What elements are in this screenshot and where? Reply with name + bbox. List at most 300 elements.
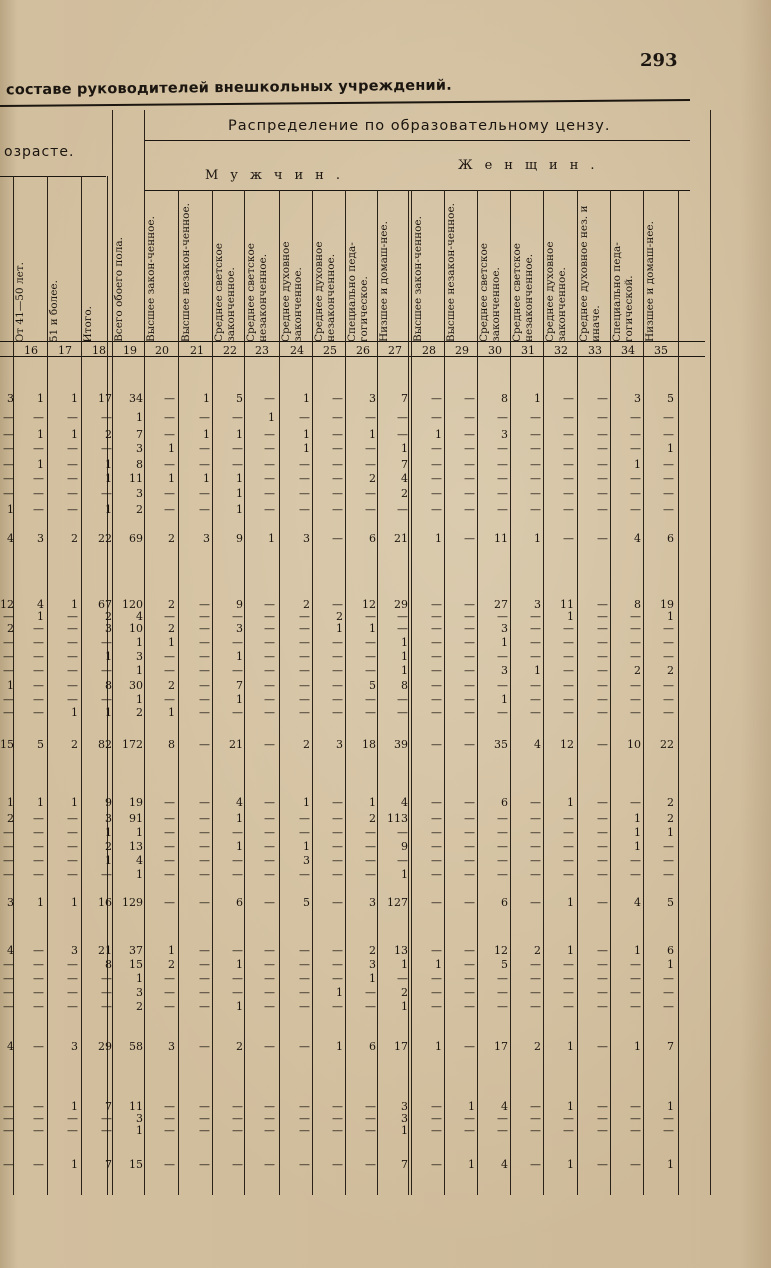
table-cell: — [33, 1124, 44, 1137]
table-cell: — [597, 738, 608, 751]
table-cell: — [663, 706, 674, 719]
column-header: Высшее закон-ченное. [412, 216, 424, 342]
table-cell: — [299, 693, 310, 706]
table-cell: — [3, 664, 14, 677]
table-cell: — [332, 428, 343, 441]
table-cell: — [3, 840, 14, 853]
table-cell: 3 [401, 1100, 408, 1113]
table-cell: — [497, 1000, 508, 1013]
table-cell: — [3, 1112, 14, 1125]
table-cell: — [199, 796, 210, 809]
table-cell: — [563, 972, 574, 985]
table-cell: 11 [129, 472, 143, 485]
table-cell: — [164, 796, 175, 809]
table-cell: — [264, 636, 275, 649]
table-cell: — [397, 428, 408, 441]
table-cell: — [597, 472, 608, 485]
table-cell: — [164, 826, 175, 839]
table-cell: 2 [369, 812, 376, 825]
table-cell: — [597, 854, 608, 867]
table-cell: — [164, 986, 175, 999]
table-cell: — [264, 944, 275, 957]
table-cell: — [597, 1158, 608, 1171]
table-cell: 1 [435, 958, 442, 971]
table-cell: — [264, 693, 275, 706]
table-cell: 1 [105, 854, 112, 867]
table-cell: — [530, 1158, 541, 1171]
table-cell: — [431, 1000, 442, 1013]
table-cell: — [464, 487, 475, 500]
table-cell: — [3, 868, 14, 881]
table-cell: — [464, 664, 475, 677]
table-cell: 1 [105, 706, 112, 719]
table-cell: 1 [71, 392, 78, 405]
table-cell: — [663, 693, 674, 706]
table-cell: — [264, 840, 275, 853]
column-header: Среднее духовное законченное. [544, 241, 568, 342]
table-cell: — [33, 442, 44, 455]
table-cell: 3 [136, 986, 143, 999]
table-cell: 1 [567, 944, 574, 957]
table-cell: 91 [129, 812, 143, 825]
table-cell: — [332, 896, 343, 909]
table-cell: 1 [236, 650, 243, 663]
table-cell: — [299, 458, 310, 471]
table-cell: — [464, 503, 475, 516]
table-cell: — [3, 610, 14, 623]
table-cell: — [299, 1100, 310, 1113]
table-cell: — [365, 1100, 376, 1113]
table-cell: — [299, 972, 310, 985]
table-cell: 1 [369, 428, 376, 441]
table-cell: 1 [105, 472, 112, 485]
table-cell: — [3, 854, 14, 867]
table-cell: 29 [394, 598, 408, 611]
column-header: Среднее духовное законченное. [280, 241, 304, 342]
table-cell: 1 [534, 664, 541, 677]
table-cell: 3 [105, 812, 112, 825]
table-cell: — [264, 622, 275, 635]
table-cell: 1 [236, 693, 243, 706]
table-cell: — [164, 693, 175, 706]
table-cell: — [431, 854, 442, 867]
column-header: Всего обоего пола. [113, 237, 125, 342]
table-cell: — [232, 442, 243, 455]
table-cell: — [497, 854, 508, 867]
table-cell: 11 [129, 1100, 143, 1113]
table-cell: — [232, 854, 243, 867]
table-cell: 3 [236, 622, 243, 635]
table-cell: 1 [105, 503, 112, 516]
table-cell: — [33, 411, 44, 424]
table-cell: — [431, 826, 442, 839]
table-cell: — [164, 610, 175, 623]
table-cell: — [101, 442, 112, 455]
table-cell: — [264, 458, 275, 471]
table-cell: — [663, 1124, 674, 1137]
table-cell: — [431, 610, 442, 623]
table-cell: 1 [401, 650, 408, 663]
table-cell: — [464, 472, 475, 485]
table-cell: 12 [0, 598, 14, 611]
table-cell: 12 [560, 738, 574, 751]
table-cell: 1 [236, 503, 243, 516]
table-cell: 4 [7, 1040, 14, 1053]
column-header: Низшее и домаш-нее. [378, 220, 390, 342]
table-cell: — [397, 503, 408, 516]
table-cell: 10 [129, 622, 143, 635]
table-cell: — [67, 650, 78, 663]
table-cell: — [563, 428, 574, 441]
table-cell: — [299, 610, 310, 623]
table-cell: — [332, 636, 343, 649]
table-cell: 2 [168, 622, 175, 635]
table-cell: — [630, 503, 641, 516]
table-cell: — [397, 693, 408, 706]
table-cell: 19 [660, 598, 674, 611]
table-cell: 5 [667, 392, 674, 405]
table-cell: 18 [362, 738, 376, 751]
table-cell: 1 [136, 636, 143, 649]
table-cell: 2 [168, 679, 175, 692]
table-cell: 1 [136, 826, 143, 839]
table-cell: — [3, 826, 14, 839]
table-cell: — [597, 428, 608, 441]
table-cell: — [663, 868, 674, 881]
table-cell: — [597, 693, 608, 706]
table-cell: 1 [435, 428, 442, 441]
table-cell: 1 [667, 958, 674, 971]
table-cell: 39 [394, 738, 408, 751]
table-cell: — [597, 487, 608, 500]
table-cell: — [199, 840, 210, 853]
table-cell: — [397, 610, 408, 623]
table-cell: 3 [634, 392, 641, 405]
column-number: 33 [588, 344, 602, 357]
table-cell: 6 [667, 944, 674, 957]
table-cell: 9 [401, 840, 408, 853]
table-cell: 1 [7, 796, 14, 809]
table-cell: 1 [303, 796, 310, 809]
table-cell: — [497, 812, 508, 825]
table-cell: — [101, 1000, 112, 1013]
table-cell: 2 [336, 610, 343, 623]
table-cell: — [663, 622, 674, 635]
table-cell: 1 [567, 610, 574, 623]
table-cell: 1 [37, 428, 44, 441]
table-cell: — [164, 972, 175, 985]
table-cell: — [597, 664, 608, 677]
table-cell: — [332, 598, 343, 611]
table-cell: 8 [634, 598, 641, 611]
table-cell: 1 [401, 1124, 408, 1137]
table-cell: — [464, 796, 475, 809]
table-cell: — [3, 1000, 14, 1013]
table-cell: — [530, 636, 541, 649]
table-cell: — [530, 812, 541, 825]
table-cell: — [164, 392, 175, 405]
table-cell: 27 [494, 598, 508, 611]
table-cell: — [431, 693, 442, 706]
table-cell: 1 [567, 1158, 574, 1171]
table-cell: — [597, 636, 608, 649]
table-cell: 5 [303, 896, 310, 909]
table-cell: 1 [401, 958, 408, 971]
table-cell: — [497, 1112, 508, 1125]
table-cell: — [299, 1040, 310, 1053]
table-cell: — [563, 503, 574, 516]
table-cell: — [530, 472, 541, 485]
table-cell: — [199, 622, 210, 635]
table-cell: — [264, 812, 275, 825]
table-cell: — [332, 472, 343, 485]
table-cell: — [431, 664, 442, 677]
table-cell: — [164, 458, 175, 471]
table-cell: — [67, 636, 78, 649]
table-cell: 120 [122, 598, 143, 611]
age-title: озрасте. [4, 144, 75, 160]
table-cell: 8 [401, 679, 408, 692]
table-cell: — [199, 738, 210, 751]
table-cell: 7 [401, 458, 408, 471]
table-cell: — [630, 986, 641, 999]
table-cell: — [332, 1000, 343, 1013]
table-cell: — [199, 812, 210, 825]
table-cell: 2 [667, 796, 674, 809]
table-cell: — [663, 840, 674, 853]
table-cell: 1 [634, 458, 641, 471]
column-number: 32 [554, 344, 568, 357]
column-header: Высшее незакон-ченное. [180, 202, 192, 342]
table-cell: — [630, 679, 641, 692]
table-cell: 4 [7, 532, 14, 545]
table-cell: — [365, 664, 376, 677]
table-cell: — [630, 796, 641, 809]
column-header: Специально педа-гогическое. [346, 242, 370, 342]
table-cell: — [332, 664, 343, 677]
table-cell: — [101, 693, 112, 706]
table-cell: 1 [369, 796, 376, 809]
table-cell: 4 [236, 796, 243, 809]
table-cell: — [264, 1158, 275, 1171]
table-cell: — [497, 458, 508, 471]
table-cell: — [497, 972, 508, 985]
table-cell: 1 [634, 812, 641, 825]
table-cell: — [199, 664, 210, 677]
table-cell: — [630, 650, 641, 663]
table-cell: — [563, 826, 574, 839]
table-cell: 1 [71, 706, 78, 719]
column-number: 35 [654, 344, 668, 357]
table-cell: 1 [7, 503, 14, 516]
table-cell: — [597, 610, 608, 623]
table-cell: 1 [667, 610, 674, 623]
table-cell: 7 [401, 1158, 408, 1171]
table-cell: 2 [303, 598, 310, 611]
table-cell: 22 [660, 738, 674, 751]
table-cell: — [597, 896, 608, 909]
table-cell: 3 [136, 1112, 143, 1125]
table-cell: — [630, 1000, 641, 1013]
table-cell: — [164, 868, 175, 881]
table-cell: 1 [236, 1000, 243, 1013]
table-cell: — [563, 532, 574, 545]
table-cell: — [67, 693, 78, 706]
table-cell: — [464, 411, 475, 424]
table-cell: — [101, 487, 112, 500]
table-cell: — [530, 958, 541, 971]
column-header: Среднее духовное нез. и иначе. [578, 205, 602, 342]
table-cell: — [199, 442, 210, 455]
table-cell: — [332, 679, 343, 692]
table-cell: 1 [37, 458, 44, 471]
table-cell: 1 [303, 428, 310, 441]
table-cell: 3 [501, 622, 508, 635]
table-cell: — [464, 428, 475, 441]
table-cell: — [397, 622, 408, 635]
table-cell: — [365, 826, 376, 839]
table-cell: 3 [168, 1040, 175, 1053]
table-cell: 2 [105, 610, 112, 623]
table-cell: — [431, 650, 442, 663]
table-cell: 2 [534, 944, 541, 957]
table-cell: — [332, 796, 343, 809]
table-cell: — [663, 411, 674, 424]
table-cell: 17 [394, 1040, 408, 1053]
table-cell: — [101, 868, 112, 881]
table-cell: — [597, 598, 608, 611]
table-cell: 1 [567, 896, 574, 909]
table-cell: — [332, 1158, 343, 1171]
table-cell: 21 [394, 532, 408, 545]
table-cell: — [365, 986, 376, 999]
table-cell: — [365, 650, 376, 663]
table-cell: — [597, 812, 608, 825]
table-cell: 12 [362, 598, 376, 611]
table-cell: — [663, 636, 674, 649]
column-header: Специально педа-гогической. [611, 242, 635, 342]
table-cell: — [199, 458, 210, 471]
table-cell: — [67, 664, 78, 677]
table-cell: — [431, 472, 442, 485]
table-cell: — [299, 622, 310, 635]
table-cell: — [563, 1124, 574, 1137]
table-cell: — [530, 796, 541, 809]
table-cell: — [563, 487, 574, 500]
table-cell: — [365, 636, 376, 649]
column-number: 21 [190, 344, 204, 357]
table-cell: 9 [105, 796, 112, 809]
table-cell: — [299, 636, 310, 649]
table-cell: — [397, 826, 408, 839]
column-number: 26 [356, 344, 370, 357]
table-cell: 1 [303, 392, 310, 405]
table-cell: — [530, 1124, 541, 1137]
table-cell: 1 [136, 664, 143, 677]
table-cell: — [33, 986, 44, 999]
table-cell: — [597, 622, 608, 635]
table-cell: 1 [236, 840, 243, 853]
table-cell: 1 [236, 428, 243, 441]
table-cell: — [563, 411, 574, 424]
table-cell: — [232, 1124, 243, 1137]
table-cell: — [33, 944, 44, 957]
table-cell: — [264, 986, 275, 999]
table-cell: — [431, 458, 442, 471]
table-cell: — [497, 487, 508, 500]
table-cell: — [299, 1112, 310, 1125]
column-header: 51 и более. [48, 279, 60, 342]
table-cell: — [530, 896, 541, 909]
table-cell: 1 [567, 1100, 574, 1113]
table-cell: 30 [129, 679, 143, 692]
table-cell: 3 [501, 664, 508, 677]
table-cell: — [33, 1040, 44, 1053]
table-cell: — [431, 679, 442, 692]
table-cell: — [332, 812, 343, 825]
table-cell: — [365, 1158, 376, 1171]
table-cell: 1 [401, 868, 408, 881]
table-cell: 1 [168, 472, 175, 485]
table-cell: 22 [98, 532, 112, 545]
table-cell: — [67, 958, 78, 971]
table-cell: — [264, 958, 275, 971]
table-cell: — [3, 472, 14, 485]
table-cell: — [232, 972, 243, 985]
table-cell: 6 [236, 896, 243, 909]
table-cell: — [530, 1112, 541, 1125]
table-cell: 1 [168, 944, 175, 957]
table-cell: — [299, 826, 310, 839]
page-number: 293 [640, 50, 678, 71]
table-cell: — [101, 972, 112, 985]
column-header: Среднее светское законченное. [213, 243, 237, 342]
table-cell: 21 [229, 738, 243, 751]
table-cell: — [199, 896, 210, 909]
table-cell: — [232, 868, 243, 881]
table-cell: 2 [401, 487, 408, 500]
table-cell: 1 [369, 972, 376, 985]
table-cell: 1 [534, 532, 541, 545]
table-cell: 4 [501, 1100, 508, 1113]
table-cell: — [464, 812, 475, 825]
table-cell: — [530, 458, 541, 471]
table-cell: 1 [401, 636, 408, 649]
table-cell: 1 [105, 458, 112, 471]
table-cell: — [67, 442, 78, 455]
table-cell: — [563, 1000, 574, 1013]
table-cell: 6 [501, 896, 508, 909]
table-cell: — [630, 958, 641, 971]
table-cell: 16 [98, 896, 112, 909]
table-cell: — [33, 1100, 44, 1113]
table-cell: — [264, 679, 275, 692]
table-cell: 9 [236, 532, 243, 545]
table-cell: 1 [37, 896, 44, 909]
table-cell: 2 [168, 532, 175, 545]
table-cell: — [264, 392, 275, 405]
table-cell: — [497, 840, 508, 853]
table-cell: — [33, 679, 44, 692]
table-cell: — [164, 503, 175, 516]
table-cell: — [597, 958, 608, 971]
table-cell: 2 [7, 812, 14, 825]
table-cell: — [264, 1000, 275, 1013]
table-cell: — [530, 854, 541, 867]
table-cell: — [630, 622, 641, 635]
table-cell: — [464, 598, 475, 611]
column-divider [678, 190, 679, 1195]
